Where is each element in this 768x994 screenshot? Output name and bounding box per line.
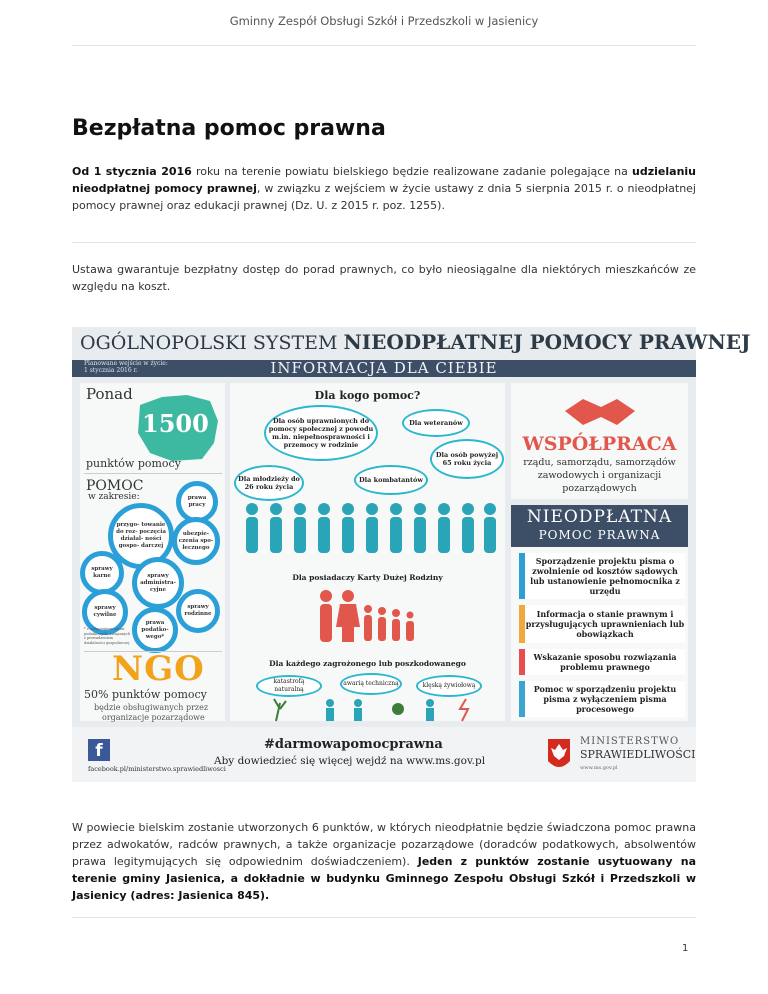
middle-panel bbox=[230, 383, 505, 721]
service-box-drafting: Pomoc w sporządzeniu projektu pisma z wyłączeniem pisma procesowego bbox=[519, 681, 685, 717]
facebook-icon: f bbox=[88, 739, 110, 761]
ngo-heading: NGO bbox=[112, 649, 205, 689]
paragraph-points bbox=[72, 819, 696, 904]
service-box-legal-info: Informacja o stanie prawnym i przysługujących uprawnieniach lub obowiązkach bbox=[519, 605, 685, 643]
page-number: 1 bbox=[682, 943, 689, 954]
eagle-emblem-icon bbox=[546, 737, 572, 773]
gear-rodzinne: sprawy rodzinne bbox=[176, 589, 220, 633]
banner-text: INFORMACJA DLA CIEBIE bbox=[270, 359, 498, 377]
bubble-natural-disaster: katastrofą naturalną bbox=[256, 675, 322, 697]
ngo-desc-2: organizacje pozarządowe bbox=[102, 713, 205, 722]
infographic-banner bbox=[72, 360, 696, 377]
cooperation-desc-2: zawodowych i organizacji bbox=[537, 470, 662, 481]
disaster-icons bbox=[270, 697, 490, 721]
gear-podatkowe: prawa podatko- wego* bbox=[132, 607, 178, 653]
cooperation-heading: WSPÓŁPRACA bbox=[522, 433, 677, 455]
bubble-technical-failure: awarią techniczną bbox=[340, 673, 402, 695]
infographic bbox=[72, 327, 751, 782]
bubble-youth: Dla młodzieży do 26 roku życia bbox=[234, 465, 304, 501]
note-2: 1 stycznia 2016 r. bbox=[84, 367, 138, 374]
ministry-name-2: SPRAWIEDLIWOŚCI bbox=[580, 748, 696, 761]
free-heading: NIEODPŁATNA bbox=[526, 507, 673, 527]
gear-administracyjne: sprawy administra- cyjne bbox=[132, 557, 184, 609]
facebook-url: facebook.pl/ministerstwo.sprawiedliwosci bbox=[88, 765, 226, 773]
divider bbox=[72, 242, 696, 243]
more-info: Aby dowiedzieć się więcej wejdź na www.ms.gov.pl bbox=[214, 755, 486, 767]
site-header-title: Gminny Zespół Obsługi Szkół i Przedszkoli w Jasienicy bbox=[229, 14, 539, 28]
service-box-solution: Wskazanie sposobu rozwiązania problemu prawnego bbox=[519, 649, 685, 675]
intro-text-2: , w związku z wejściem w życie ustawy z dnia 5 sierpnia 2015 r. o nieodpłatnej pomocy prawnej oraz edukacji prawnej (Dz. U. z 2015 r. poz. 1255). bbox=[72, 182, 696, 212]
gears-footnote: * z wyłączeniem spraw podatkowych, związanych z prowadzeniem działalności gospodarczej bbox=[84, 627, 131, 645]
left-panel bbox=[80, 383, 225, 721]
infographic-title: OGÓLNOPOLSKI SYSTEM NIEODPŁATNEJ POMOCY PRAWNEJ bbox=[80, 330, 751, 354]
bubble-seniors: Dla osób powyżej 65 roku życia bbox=[430, 439, 504, 479]
points-bold: Jeden z punktów zostanie usytuowany na terenie gminy Jasienica, a dokładnie w budynku Gminnego Zespołu Obsługi Szkół i Przedszkoli w Jasienicy (adres: Jasienica 845). bbox=[72, 855, 696, 902]
pomoc-heading: POMOC bbox=[86, 478, 144, 494]
endangered-label: Dla każdego zagrożonego lub poszkodowanego bbox=[269, 659, 466, 668]
points-label: punktów pomocy bbox=[86, 457, 181, 470]
gear-cywilne: sprawy cywilne bbox=[82, 589, 128, 635]
people-icon bbox=[238, 501, 500, 557]
legal-help-heading: POMOC PRAWNA bbox=[538, 528, 661, 542]
for-whom-heading: Dla kogo pomoc? bbox=[314, 389, 421, 402]
family-card-label: Dla posiadaczy Karty Dużej Rodziny bbox=[292, 573, 443, 582]
gear-ubezpieczenia: ubezpie- czenia spo- łecznego bbox=[172, 517, 220, 565]
intro-text-1: roku na terenie powiatu bielskiego będzie realizowane zadanie polegające na bbox=[191, 165, 633, 178]
points-text: W powiecie bielskim zostanie utworzonych 6 punktów, w których nieodpłatnie będzie świadczona pomoc prawna przez adwokatów, radców prawnych, a także organizacje pozarządowe (doradców podatkowych, absolwentów prawa legitymujących się odpowiednim doświadczeniem). bbox=[72, 821, 696, 868]
ministry-name-1: MINISTERSTWO bbox=[580, 736, 680, 747]
handshake-icon bbox=[561, 389, 639, 433]
gear-sprawy-karne: sprawy karne bbox=[80, 551, 124, 595]
hashtag: #darmowapomocprawna bbox=[264, 737, 443, 752]
gear-prawa-pracy: prawa pracy bbox=[176, 481, 218, 523]
bubble-veterans: Dla weteranów bbox=[402, 409, 470, 437]
infographic-footer bbox=[72, 727, 696, 782]
cooperation-desc-1: rządu, samorządu, samorządów bbox=[523, 457, 676, 468]
ponad-label: Ponad bbox=[86, 385, 133, 403]
right-top-panel bbox=[511, 383, 688, 499]
service-box-court-costs: Sporządzenie projektu pisma o zwolnienie od kosztów sądowych lub ustanowienie pełnomocnika z urzędu bbox=[519, 553, 685, 599]
note-1: Planowane wejście w życie: bbox=[84, 360, 168, 367]
bubble-social: Dla osób uprawnionych do pomocy społecznej z powodu m.in. niepełnosprawności i przemocy w rodzinie bbox=[264, 405, 378, 461]
ngo-desc-1: będzie obsługiwanych przez bbox=[94, 703, 209, 712]
bubble-natural-calamity: klęską żywiołową bbox=[416, 675, 482, 697]
intro-date: Od 1 stycznia 2016 bbox=[72, 165, 192, 178]
ngo-percentage: 50% punktów pomocy bbox=[84, 688, 207, 701]
bubble-combatants: Dla kombatantów bbox=[354, 465, 428, 495]
points-count: 1500 bbox=[142, 409, 209, 438]
ministry-url: www.ms.gov.pl bbox=[580, 765, 618, 771]
family-icon bbox=[314, 589, 424, 645]
gear-dzialalnosc: przygo- towanie do roz- poczęcia działal- ności gospo- darczej bbox=[108, 503, 174, 569]
intro-bold: udzielaniu nieodpłatnej pomocy prawnej bbox=[72, 165, 696, 195]
paragraph-guarantee: Ustawa gwarantuje bezpłatny dostęp do porad prawnych, co było nieosiągalne dla niektórych mieszkańców ze względu na koszt. bbox=[72, 263, 696, 293]
zakresie-label: w zakresie: bbox=[88, 492, 140, 502]
footer-divider bbox=[72, 917, 696, 918]
cooperation-desc-3: pozarządowych bbox=[562, 483, 637, 494]
page-title: Bezpłatna pomoc prawna bbox=[72, 116, 386, 141]
header-divider bbox=[72, 45, 696, 46]
paragraph-intro bbox=[72, 163, 696, 214]
